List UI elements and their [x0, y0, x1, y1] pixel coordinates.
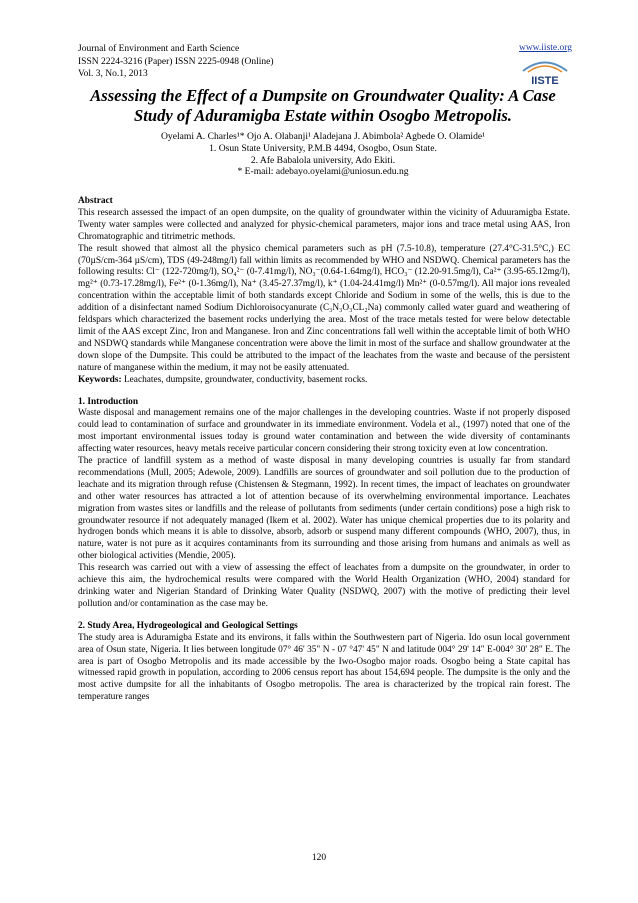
iiste-logo	[518, 57, 572, 87]
keywords-line	[78, 375, 570, 387]
section-heading-study-area: 2. Study Area, Hydrogeological and Geological Settings	[78, 620, 298, 631]
intro-paragraph-1: Waste disposal and management remains one of the major challenges in the developing countries. Waste if not properly disposed could lead to contamination of surface and groundwater in its immediate environment. Vodela et al., (1997) noted that one of the most important environmental issues today is ground water contamination and between the wide diversity of contaminants affecting water resources, heavy metals receive particular concern considering their strong toxicity even at low concentration.	[78, 408, 570, 455]
author-list: Oyelami A. Charles¹* Ojo A. Olabanji¹ Aladejana J. Abimbola² Agbede O. Olamide¹	[160, 131, 486, 142]
abstract-paragraph-2: The result showed that almost all the physico chemical parameters such as pH (7.5-10.8), temperature (27.4°C-31.5°C,) EC (70µS/cm-364 µS/cm), TDS (49-248mg/l) fall within limits as recommended by WHO and NSDWQ. Chemical parameters has the following results: Cl⁻ (122-720mg/l), SO₄²⁻ (0-7.41mg/l), NO₃⁻(0.64-1.64mg/l), HCO₃⁻ (12.20-91.5mg/l), Ca²⁺ (3.95-65.12mg/l), mg²⁺ (0.73-17.28mg/l), Fe²⁺ (0-1.36mg/l), Na⁺ (3.45-27.37mg/l), k⁺ (1.04-24.41mg/l) Mn²⁺ (0-0.57mg/l). All major ions revealed concentration within the acceptable limit of both standards except Chloride and Sodium in some of the wells, this is due to the addition of a disinfectant named Sodium Dichloroisocyanurate (C₃N₃O₃CL₂Na) commonly called water guard and weathering of feldspars which characterized the basement rocks underlying the area. Most of the trace metals tested for were below detectable limit of the AAS except Zinc, Iron and Manganese. Iron and Zinc concentrations fall well within the acceptable limit of both WHO and NSDWQ standards while Manganese concentration were above the limit in most of the surface and shallow groundwater at the down slope of the Dumpsite. This could be attributed to the impact of the leachates from the waste and because of the persistent nature of manganese within the medium, it may not be easily attenuated.	[78, 243, 570, 373]
study-paragraph-1: The study area is Aduramigba Estate and its environs, it falls within the Southwestern part of Nigeria. Ido osun local government area of Osun state, Nigeria. It lies between longitude 07° 46' 35" N - 07 °47' 45" N and latitude 004° 29' 14" E-004° 30' 28" E. The area is part of Osogbo Metropolis and its made accessible by the Iwo-Osogbo major roads. Osogbo being a State capital has witnessed rapid growth in population, according to 2006 census report has about 154,694 people. The dumpsite is the only and the most active dumpsite for all the inhabitants of Osogbo metropolis. The area is characterized by the tropical rain forest. The temperature ranges	[78, 632, 570, 703]
journal-name: Journal of Environment and Earth Science	[78, 44, 240, 54]
journal-url-link[interactable]: www.iiste.org	[518, 43, 572, 53]
intro-paragraph-3: This research was carried out with a view of assessing the effect of leachates from a dumpsite on the groundwater, in order to achieve this aim, the hydrochemical results were compared with the World Health Organization (WHO, 2004) standard for drinking water and Nigerian Standard of Drinking Water Quality (NSDWQ, 2007) with the motive of predicting their level pollution and/or contamination as the case may be.	[78, 563, 570, 609]
journal-volume: Vol. 3, No.1, 2013	[78, 69, 148, 79]
logo-text: IISTE	[531, 75, 559, 87]
keywords-text: Leachates, dumpsite, groundwater, conductivity, basement rocks.	[121, 374, 368, 385]
page-number: 120	[311, 853, 327, 863]
paper-body	[78, 196, 570, 704]
affiliation-2: 2. Afe Babalola university, Ado Ekiti.	[250, 154, 396, 166]
keywords-label: Keywords:	[78, 374, 122, 385]
journal-issn: ISSN 2224-3216 (Paper) ISSN 2225-0948 (Online)	[78, 56, 274, 67]
journal-header	[78, 43, 274, 81]
author-block	[78, 131, 568, 178]
affiliation-1: 1. Osun State University, P.M.B 4494, Osogbo, Osun State.	[209, 142, 437, 154]
abstract-paragraph-1: This research assessed the impact of an open dumpsite, on the quality of groundwater within the vicinity of Aduuramigba Estate. Twenty water samples were collected and analyzed for physic-chemical parameters, major ions and trace metal using AAS, Iron Chromatographic and titrimetric methods.	[78, 207, 570, 242]
contact-email: * E-mail: adebayo.oyelami@uniosun.edu.ng	[237, 166, 409, 178]
section-heading-introduction: 1. Introduction	[78, 396, 139, 407]
paper-title: Assessing the Effect of a Dumpsite on Groundwater Quality: A Case Study of Aduramigba Estate within Osogbo Metropolis.	[90, 86, 556, 125]
intro-paragraph-2: The practice of landfill system as a method of waste disposal in many developing countries is usually far from standard recommendations (Mull, 2005; Adewole, 2009). Landfills are sources of groundwater and soil pollution due to the production of leachate and its migration through refuse (Chistensen & Stegmann, 1992). In recent times, the impact of leachates on groundwater and other water resources has attracted a lot of attention because of its overwhelming environmental importance. Leachates migration from wastes sites or landfills and the release of pollutants from sediments (under certain conditions) pose a high risk to groundwater resource if not adequately managed (Ikem et al. 2002). Water has unique chemical properties due to its polarity and hydrogen bonds which means it is able to dissolve, absorb, adsorb or suspend many different compounds (WHO, 2007), thus, in nature, water is not pure as it acquires contaminants from its surrounding and those arising from humans and animals as well as other biological activities (Mendie, 2005).	[78, 456, 570, 562]
abstract-heading: Abstract	[78, 196, 113, 206]
